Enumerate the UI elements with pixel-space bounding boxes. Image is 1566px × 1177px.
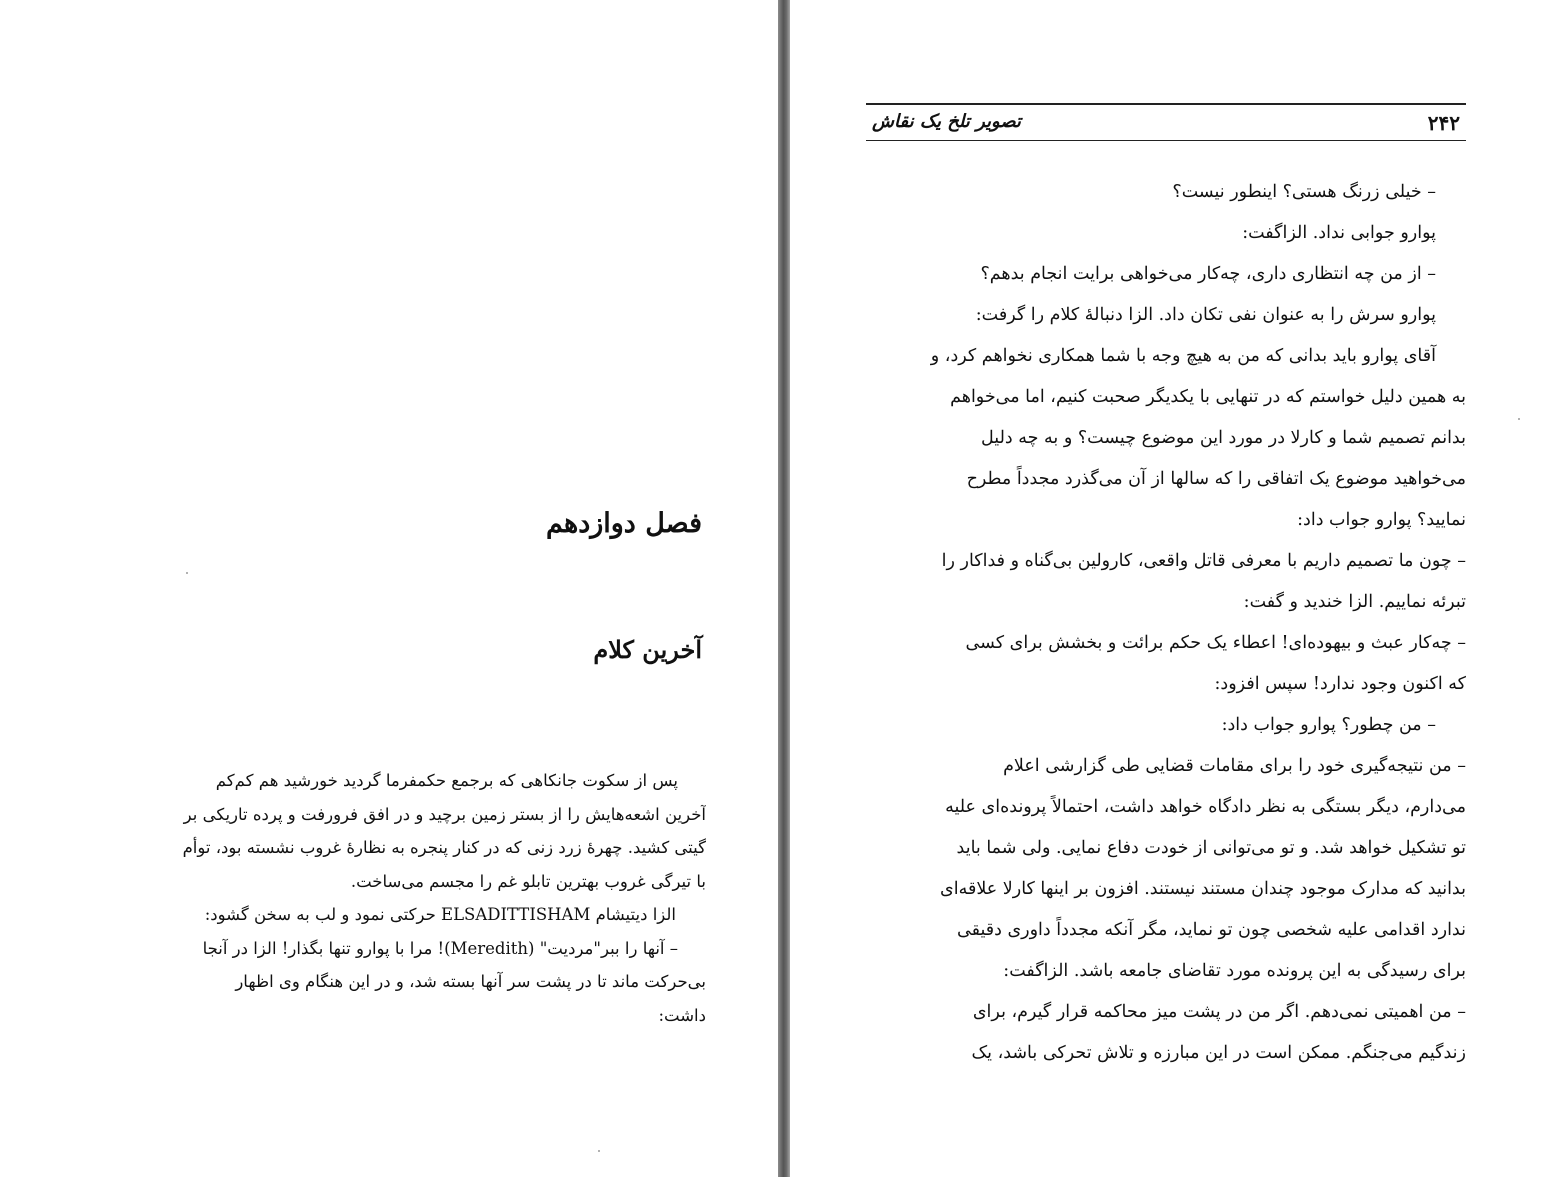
text-line: – من اهمیتی نمی‌دهم. اگر من در پشت میز محاکمه قرار گیرم، برای (972, 1002, 1466, 1022)
text-line: آقای پوارو باید بدانی که من به هیچ وجه با شما همکاری نخواهم کرد، و (930, 346, 1436, 366)
text-line: برای رسیدگی به این پرونده مورد تقاضای جامعه باشد. الزاگفت: (1003, 961, 1466, 981)
text-line: پوارو سرش را به عنوان نفی تکان داد. الزا دنبالهٔ کلام را گرفت: (975, 305, 1436, 325)
left-page (0, 0, 778, 1177)
book-spine (778, 0, 790, 1177)
text-line: پس از سکوت جانکاهی که برجمع حکمفرما گردید خورشید هم کم‌کم (215, 771, 678, 790)
text-line: به همین دلیل خواستم که در تنهایی با یکدیگر صحبت کنیم، اما می‌خواهم (950, 387, 1466, 407)
text-line: – چون ما تصمیم داریم با معرفی قاتل واقعی، کارولین بی‌گناه و فداکار را (941, 551, 1466, 571)
text-line: که اکنون وجود ندارد! سپس افزود: (1214, 674, 1466, 694)
chapter-title: فصل دوازدهم (545, 508, 702, 539)
page-number: ۲۴۲ (1427, 111, 1460, 135)
running-header (866, 103, 1466, 141)
text-line: می‌دارم، دیگر بستگی به نظر دادگاه خواهد داشت، احتمالاً پرونده‌ای علیه (945, 797, 1466, 817)
text-line: داشت: (658, 1005, 706, 1025)
text-line: بدانم تصمیم شما و کارلا در مورد این موضوع چیست؟ و به چه دلیل (981, 428, 1466, 448)
text-line: – چه‌کار عبث و بیهوده‌ای! اعطاء یک حکم برائت و بخشش برای کسی (965, 633, 1466, 653)
text-line: تو تشکیل خواهد شد. و تو می‌توانی از خودت دفاع نمایی. ولی شما باید (956, 838, 1466, 858)
text-line: می‌خواهید موضوع یک اتفاقی را که سالها از آن می‌گذرد مجدداً مطرح (966, 469, 1466, 489)
text-line: با تیرگی غروب بهترین تابلو غم را مجسم می‌ساخت. (350, 871, 706, 891)
text-line: – از من چه انتظاری داری، چه‌کار می‌خواهی برایت انجام بدهم؟ (980, 264, 1436, 284)
right-page (790, 0, 1566, 1177)
scan-speck (598, 1150, 600, 1152)
scan-speck (1518, 418, 1520, 420)
text-line: – آنها را ببر"مردیت" (Meredith)! مرا با پوارو تنها بگذار! الزا در آنجا (202, 938, 678, 958)
page-body-text (866, 172, 1466, 1074)
text-line: بدانید که مدارک موجود چندان مستند نیستند. افزون بر اینها کارلا علاقه‌ای (940, 879, 1466, 899)
text-line: گیتی کشید. چهرهٔ زرد زنی که در کنار پنجره به نظارهٔ غروب نشسته بود، توأم (182, 838, 706, 857)
text-line: ندارد اقدامی علیه شخصی چون تو نماید، مگر آنکه مجدداً داوری دقیقی (957, 920, 1466, 940)
text-line: – من نتیجه‌گیری خود را برای مقامات قضایی طی گزارشی اعلام (1003, 756, 1466, 776)
chapter-opening-text (100, 764, 706, 1032)
chapter-subtitle: آخرین کلام (593, 635, 702, 664)
text-line: بی‌حرکت ماند تا در پشت سر آنها بسته شد، و در این هنگام وی اظهار (235, 972, 706, 991)
text-line: – من چطور؟ پوارو جواب داد: (1221, 715, 1436, 735)
text-line: – خیلی زرنگ هستی؟ اینطور نیست؟ (1172, 182, 1436, 202)
running-title: تصویر تلخ یک نقاش (872, 111, 1021, 132)
scan-speck (186, 572, 188, 574)
text-line: نمایید؟ پوارو جواب داد: (1297, 510, 1466, 530)
text-line: پوارو جوابی نداد. الزاگفت: (1242, 223, 1436, 243)
text-line: زندگیم می‌جنگم. ممکن است در این مبارزه و تلاش تحرکی باشد، یک (971, 1043, 1466, 1063)
text-line: آخرین اشعه‌هایش را از بستر زمین برچید و در افق فرورفت و پرده تاریکی بر (183, 804, 706, 824)
text-line: الزا دیتیشام ELSADITTISHAM حرکتی نمود و لب به سخن گشود: (204, 905, 676, 924)
text-line: تبرئه نماییم. الزا خندید و گفت: (1243, 592, 1466, 612)
